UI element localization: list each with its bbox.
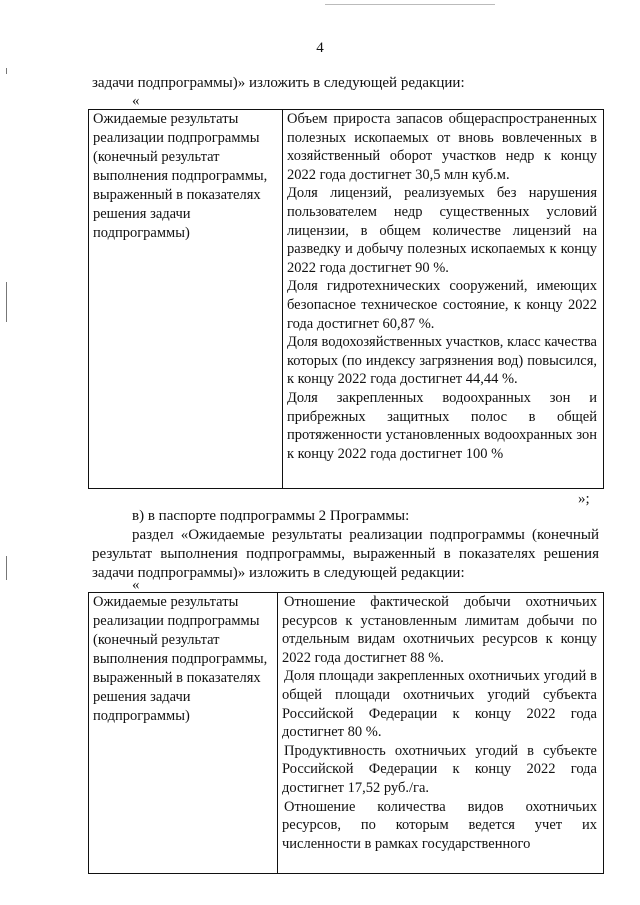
indicator-paragraph: Доля лицензий, реализуемых без нарушения пользователем недр существенных условий лицензии, в общем количестве лицензий на разведку и добычу полезных ископаемых к концу 2022 года достигнет 90 %. — [287, 185, 597, 276]
indicator-paragraph: Доля водохозяйственных участков, класс качества которых (по индексу загрязнения вод) повысился, к концу 2022 года достигнет 44,44 %. — [287, 334, 597, 388]
indicator-paragraph: Объем прироста запасов общераспространенных полезных ископаемых от вновь вовлеченных в хозяйственный оборот участков недр к концу 2022 года достигнет 30,5 млн куб.м. — [287, 111, 597, 183]
page-number: 4 — [316, 40, 324, 56]
indicator-paragraph: Доля закрепленных водоохранных зон и прибрежных защитных полос в общей протяженности установленных водоохранных зон к концу 2022 года достигнет 100 % — [287, 389, 597, 462]
opening-quote: « — [132, 93, 140, 109]
intro-line: задачи подпрограммы)» изложить в следующей редакции: — [92, 75, 465, 91]
table2-right-cell — [278, 593, 601, 853]
results-table-2 — [88, 592, 604, 874]
indicator-paragraph: Отношение количества видов охотничьих ресурсов, по которым ведется учет их численности в рамках государственного — [282, 798, 597, 852]
table1-right-cell — [283, 110, 601, 463]
indicator-paragraph: Доля площади закрепленных охотничьих угодий в общей площади охотничьих угодий субъекта Российской Федерации к концу 2022 года достигнет 80 %. — [282, 668, 597, 741]
opening-quote-2: « — [132, 577, 140, 593]
scan-mark-top — [325, 4, 495, 5]
indicator-paragraph: Отношение фактической добычи охотничьих ресурсов к установленным лимитам добычи по отдельным видам охотничьих ресурсов к концу 2022 года достигнет 88 %. — [282, 594, 597, 666]
results-table-1 — [88, 109, 604, 489]
closing-quote: »; — [578, 491, 590, 507]
indicator-paragraph: Продуктивность охотничьих угодий в субъекте Российской Федерации к концу 2022 года достигнет 17,52 руб./га. — [282, 742, 597, 796]
scan-edge-mark — [6, 282, 7, 322]
scan-edge-mark — [6, 556, 7, 580]
scan-edge-mark — [6, 68, 7, 74]
table1-left-cell: Ожидаемые результаты реализации подпрограммы (конечный результат выполнения подпрограммы, выраженный в показателях решения задачи подпрограммы) — [93, 111, 268, 241]
section-paragraph: раздел «Ожидаемые результаты реализации подпрограммы (конечный результат выполнения подпрограммы, выраженный в показателях решения задачи подпрограммы)» изложить в следующей редакции: — [92, 527, 599, 581]
table2-left-cell: Ожидаемые результаты реализации подпрограммы (конечный результат выполнения подпрограммы, выраженный в показателях решения задачи подпрограммы) — [93, 594, 268, 724]
indicator-paragraph: Доля гидротехнических сооружений, имеющих безопасное техническое состояние, к концу 2022 года достигнет 60,87 %. — [287, 278, 597, 332]
item-v: в) в паспорте подпрограммы 2 Программы: — [132, 508, 410, 524]
